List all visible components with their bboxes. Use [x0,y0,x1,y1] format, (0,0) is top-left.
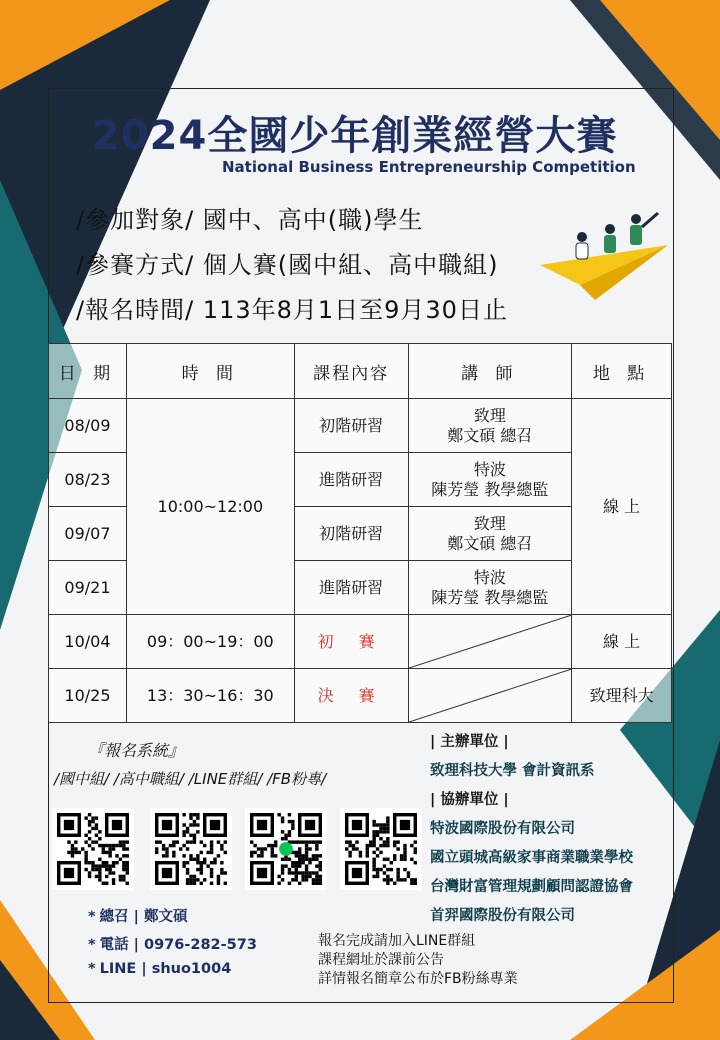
cell-time: 09：00~19：00 [126,615,294,669]
co-organizer-label: | 協辦單位 | [430,792,509,808]
cell-training-time: 10:00~12:00 [126,399,294,615]
lecturer-org: 特波 [473,459,506,479]
star-bullet-icon: * [88,937,96,953]
contact-director: * 總召 | 鄭文碩 [88,909,188,925]
lecturer-org: 特波 [473,567,506,587]
cell-course: 初階研習 [294,399,408,453]
cell-course: 初階研習 [294,507,408,561]
cell-location: 致理科大 [572,669,672,723]
diagonal-line [409,615,572,668]
lecturer-name: 陳芳瑩 教學總監 [431,587,549,607]
header-date: 日 期 [49,344,127,399]
schedule-table [48,343,672,723]
info-registration-period: /報名時間/ 113年8月1日至9月30日止 [76,296,508,324]
table-row [49,615,672,669]
cell-course-final: 決 賽 [294,669,408,723]
cell-course: 進階研習 [294,561,408,615]
diagonal-line [409,669,572,722]
qr-code-line-group[interactable] [245,808,327,890]
note-line: 報名完成請加入LINE群組 [318,933,476,949]
cell-training-location: 線 上 [572,399,672,615]
lecturer-name: 鄭文碩 總召 [447,533,533,553]
info-participants: /參加對象/ 國中、高中(職)學生 [76,206,424,234]
paper-plane-illustration [540,205,668,305]
poster-subtitle: National Business Entrepreneurship Competition [222,158,636,176]
host-organizer: 致理科技大學 會計資訊系 [430,763,595,779]
header-location: 地 點 [572,344,672,399]
note-line: 課程網址於課前公告 [318,952,444,968]
cell-lecturer-empty [408,615,572,669]
header-time: 時 間 [126,344,294,399]
co-organizer: 台灣財富管理規劃顧問認證協會 [430,879,633,895]
cell-date: 08/09 [49,399,127,453]
cell-lecturer [408,399,572,453]
qr-code-junior-high[interactable] [52,808,134,890]
lecturer-name: 鄭文碩 總召 [447,425,533,445]
registration-title: 『報名系統』 [88,741,185,760]
qr-pattern [57,813,129,885]
registration-categories: /國中組/ /高中職組/ /LINE群組/ /FB粉專/ [54,770,327,788]
contact-value: 鄭文碩 [144,909,188,925]
co-organizer: 特波國際股份有限公司 [430,821,575,837]
cell-course-preliminary: 初 賽 [294,615,408,669]
cell-lecturer [408,507,572,561]
table-row [49,399,672,453]
note-line: 詳情報名簡章公布於FB粉絲專業 [318,971,518,987]
qr-code-fb-page[interactable] [340,808,422,890]
qr-pattern [155,813,227,885]
cell-date: 09/21 [49,561,127,615]
lecturer-org: 致理 [473,405,506,425]
cell-course: 進階研習 [294,453,408,507]
contact-label: 總召 [99,909,129,925]
contact-label: LINE [99,961,137,977]
header-course: 課程內容 [294,344,408,399]
cell-date: 10/25 [49,669,127,723]
lecturer-name: 陳芳瑩 教學總監 [431,479,549,499]
contact-label: 電話 [99,937,129,953]
contact-value[interactable]: shuo1004 [151,961,232,977]
cell-lecturer-empty [408,669,572,723]
table-row [49,669,672,723]
contact-line: * LINE | shuo1004 [88,961,232,977]
contact-phone: * 電話 | 0976-282-573 [88,937,257,953]
cell-location: 線 上 [572,615,672,669]
cell-lecturer [408,453,572,507]
header-lecturer: 講 師 [408,344,572,399]
info-format: /參賽方式/ 個人賽(國中組、高中職組) [76,251,499,279]
qr-pattern [250,813,322,885]
co-organizer: 國立頭城高級家事商業職業學校 [430,850,633,866]
cell-time: 13：30~16：30 [126,669,294,723]
contact-value[interactable]: 0976-282-573 [144,937,257,953]
qr-code-senior-high[interactable] [150,808,232,890]
lecturer-org: 致理 [473,513,506,533]
table-header-row [49,344,672,399]
star-bullet-icon: * [88,961,96,977]
star-bullet-icon: * [88,909,96,925]
cell-date: 09/07 [49,507,127,561]
poster-title: 2024全國少年創業經營大賽 [92,113,618,159]
cell-date: 10/04 [49,615,127,669]
qr-pattern [345,813,417,885]
co-organizer: 首羿國際股份有限公司 [430,908,575,924]
host-label: | 主辦單位 | [430,734,509,750]
cell-lecturer [408,561,572,615]
orange-triangle-top-left [0,0,170,90]
cell-date: 08/23 [49,453,127,507]
